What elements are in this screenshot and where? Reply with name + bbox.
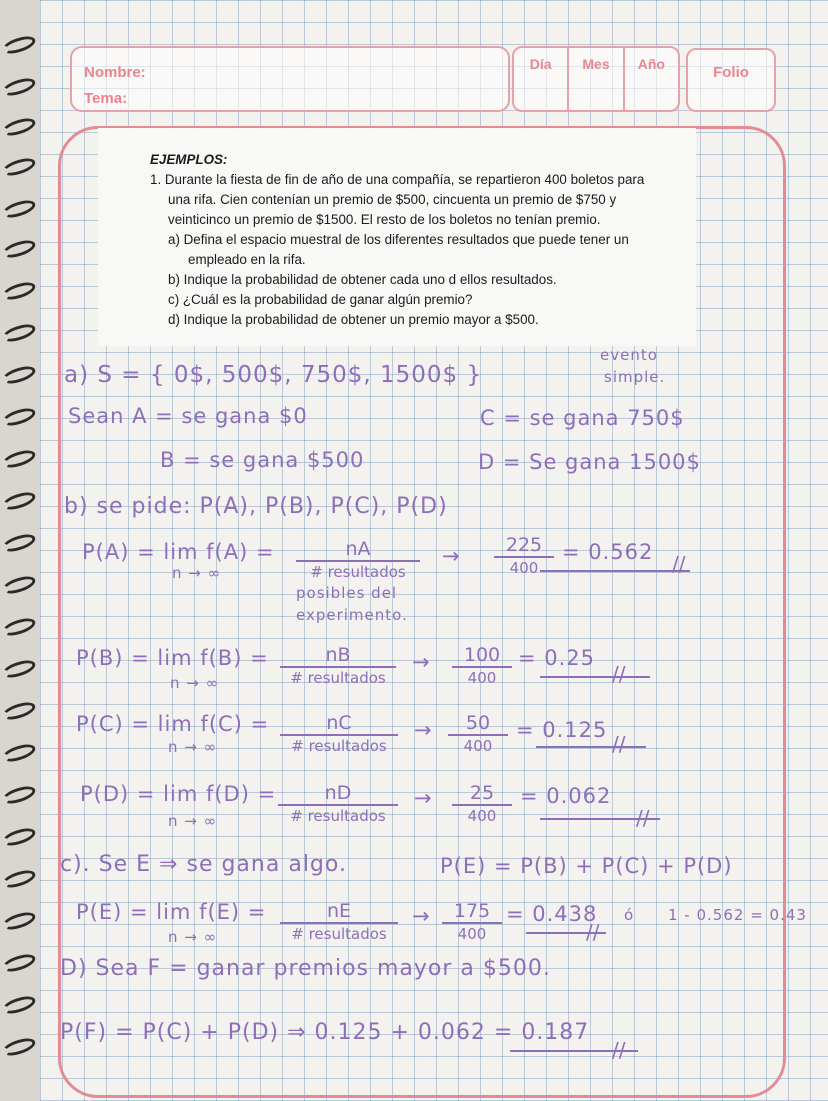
ring-icon (1, 33, 38, 57)
pd-denominator: # resultados (278, 804, 398, 825)
c-definition: C = se gana 750$ (480, 406, 685, 430)
dia-label: Día (514, 48, 569, 110)
pb-fraction (280, 644, 396, 687)
pc-n-to-infinity: n → ∞ (168, 738, 218, 756)
pd-value-fraction (452, 782, 512, 825)
sample-space-line: a) S = { 0$, 500$, 750$, 1500$ } (64, 362, 483, 388)
pa-underline (540, 570, 690, 572)
pa-limit: P(A) = lim f(A) = (82, 540, 275, 564)
posibles-text: posibles del (296, 584, 398, 602)
ring-icon (1, 657, 38, 681)
pd-limit: P(D) = lim f(D) = (80, 782, 277, 806)
printed-problem-sheet (98, 128, 696, 346)
evento-note: evento (600, 346, 658, 364)
pc-numerator: nC (326, 712, 352, 734)
ring-icon (1, 447, 38, 471)
pa-check-mark: // (672, 552, 686, 576)
pc-value-denominator: 400 (448, 734, 508, 755)
pb-n-to-infinity: n → ∞ (170, 674, 220, 692)
ring-icon (1, 75, 38, 99)
pb-limit: P(B) = lim f(B) = (76, 646, 269, 670)
anio-label: Año (637, 56, 665, 72)
pe-arrow: → (412, 904, 431, 928)
d-definition: D = Se gana 1500$ (478, 450, 701, 474)
problem-statement: 1. Durante la fiesta de fin de año de una compañía, se repartieron 400 boletos para una rifa. Cien contenían un premio de $500, cincuenta un premio de $750 y veinticinco un premio de $1500. El resto de los boletos no tenían premio. (150, 172, 645, 227)
b-request-line: b) se pide: P(A), P(B), P(C), P(D) (64, 494, 448, 519)
pc-value-fraction (448, 712, 508, 755)
pe-result: = 0.438 (506, 902, 598, 926)
ring-icon (1, 279, 38, 303)
ring-icon (1, 115, 38, 139)
pe-value-numerator: 175 (453, 900, 491, 922)
pb-denominator: # resultados (280, 666, 396, 687)
ring-icon (1, 573, 38, 597)
ring-icon (1, 699, 38, 723)
experimento-text: experimento. (296, 606, 408, 624)
ring-icon (1, 405, 38, 429)
ring-icon (1, 237, 38, 261)
item-c: c) ¿Cuál es la probabilidad de ganar algún premio? (168, 292, 473, 307)
c-event-line: c). Se E ⇒ se gana algo. (60, 852, 347, 877)
pc-underline (536, 746, 646, 748)
ring-icon (1, 155, 38, 179)
name-topic-box (70, 46, 510, 112)
ring-icon (1, 741, 38, 765)
pd-result: = 0.062 (520, 784, 612, 808)
pb-value-numerator: 100 (463, 644, 501, 666)
pa-result: = 0.562 (562, 540, 654, 564)
pe-value-denominator: 400 (442, 922, 502, 943)
pe-numerator: nE (326, 900, 352, 922)
item-d: d) Indique la probabilidad de obtener un premio mayor a $500. (168, 312, 539, 327)
pe-n-to-infinity: n → ∞ (168, 928, 218, 946)
pd-n-to-infinity: n → ∞ (168, 812, 218, 830)
ring-icon (1, 951, 38, 975)
pe-check-mark: // (586, 920, 600, 944)
pb-numerator: nB (325, 644, 351, 666)
spiral-binding (0, 20, 44, 1090)
pd-fraction (278, 782, 398, 825)
pf-result-line: P(F) = P(C) + P(D) ⇒ 0.125 + 0.062 = 0.187 (60, 1020, 590, 1045)
pd-value-denominator: 400 (452, 804, 512, 825)
pa-numerator: nA (345, 538, 371, 560)
pe-limit: P(E) = lim f(E) = (76, 900, 267, 924)
ring-icon (1, 197, 38, 221)
pb-underline (540, 676, 650, 678)
pc-fraction (280, 712, 398, 755)
pe-fraction (280, 900, 398, 943)
date-box (512, 46, 680, 112)
folio-label: Folio (686, 48, 776, 112)
ring-icon (1, 489, 38, 513)
pa-value-denominator: 400 (494, 556, 554, 577)
nombre-label: Nombre: (84, 64, 146, 81)
pd-numerator: nD (324, 782, 352, 804)
ring-icon (1, 783, 38, 807)
pc-result: = 0.125 (516, 718, 608, 742)
simple-note: simple. (604, 368, 666, 386)
ring-icon (1, 363, 38, 387)
sean-a-line: Sean A = se gana $0 (68, 404, 308, 428)
b-definition: B = se gana $500 (160, 448, 365, 472)
pe-sum-line: P(E) = P(B) + P(C) + P(D) (440, 854, 733, 878)
pd-value-numerator: 25 (469, 782, 495, 804)
pc-check-mark: // (612, 732, 626, 756)
ring-icon (1, 993, 38, 1017)
item-b: b) Indique la probabilidad de obtener cada uno d ellos resultados. (168, 272, 557, 287)
pd-arrow: → (414, 786, 433, 810)
ring-icon (1, 825, 38, 849)
ring-icon (1, 909, 38, 933)
pc-arrow: → (414, 718, 433, 742)
pa-arrow: → (442, 544, 461, 568)
pe-denominator: # resultados (280, 922, 398, 943)
pc-limit: P(C) = lim f(C) = (76, 712, 270, 736)
examples-title: EJEMPLOS: (150, 152, 228, 167)
pa-value-numerator: 225 (505, 534, 543, 556)
ring-icon (1, 1035, 38, 1059)
pb-arrow: → (412, 650, 431, 674)
pe-value-fraction (442, 900, 502, 943)
mes-label: Mes (569, 48, 624, 110)
pa-n-to-infinity: n → ∞ (172, 564, 222, 582)
ring-icon (1, 321, 38, 345)
alternative-result: 1 - 0.562 = 0.43 (668, 906, 807, 924)
pf-check-mark: // (612, 1038, 626, 1062)
pb-check-mark: // (612, 662, 626, 686)
d-event-line: D) Sea F = ganar premios mayor a $500. (60, 956, 551, 981)
pb-result: = 0.25 (518, 646, 596, 670)
ring-icon (1, 531, 38, 555)
pc-value-numerator: 50 (465, 712, 491, 734)
ring-icon (1, 615, 38, 639)
pa-fraction (296, 538, 420, 581)
ring-icon (1, 867, 38, 891)
pb-value-denominator: 400 (452, 666, 512, 687)
item-a: a) Defina el espacio muestral de los diferentes resultados que puede tener un empleado en la rifa. (168, 232, 629, 267)
pa-denominator: # resultados (296, 560, 420, 581)
pc-denominator: # resultados (280, 734, 398, 755)
or-text: ó (624, 906, 635, 924)
pd-check-mark: // (636, 806, 650, 830)
tema-label: Tema: (84, 90, 128, 107)
pb-value-fraction (452, 644, 512, 687)
